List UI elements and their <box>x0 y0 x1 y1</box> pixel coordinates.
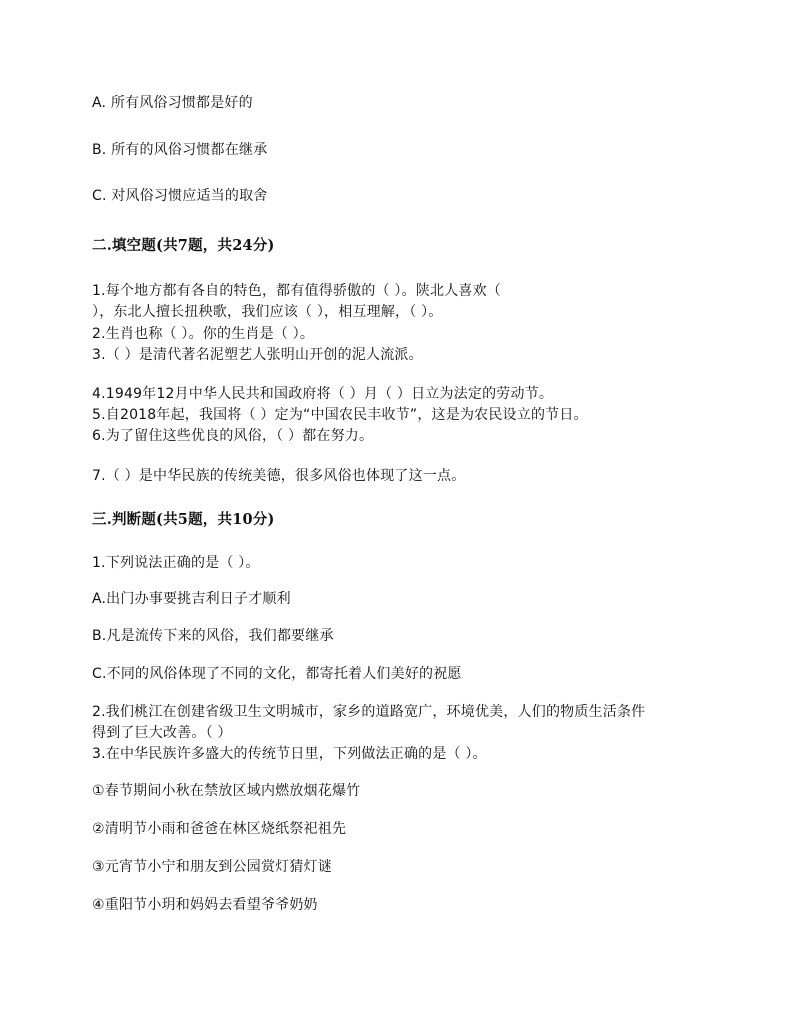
question-line: 1.下列说法正确的是（ ）。 <box>92 555 260 571</box>
option-a: A. 所有风俗习惯都是好的 <box>92 95 253 111</box>
question-line: 2.我们桃江在创建省级卫生文明城市，家乡的道路宽广，环境优美，人们的物质生活条件 <box>92 704 646 720</box>
choice-line: ②清明节小雨和爸爸在林区烧纸祭祀祖先 <box>92 821 347 837</box>
choice-line: ③元宵节小宁和朋友到公园赏灯猜灯谜 <box>92 859 332 875</box>
question-line: 2.生肖也称（ ）。你的生肖是（ ）。 <box>92 326 315 342</box>
option-c: C. 对风俗习惯应适当的取舍 <box>92 188 268 204</box>
choice-line: B.凡是流传下来的风俗，我们都要继承 <box>92 628 334 644</box>
question-line: 得到了巨大改善。（ ） <box>92 725 232 741</box>
choice-line: C.不同的风俗体现了不同的文化，都寄托着人们美好的祝愿 <box>92 666 462 682</box>
choice-line: A.出门办事要挑吉利日子才顺利 <box>92 591 291 607</box>
section-heading-fill-blank: 二.填空题(共7题，共24分) <box>92 237 275 254</box>
question-line: 5.自2018年起，我国将（ ）定为“中国农民丰收节”，这是为农民设立的节日。 <box>92 407 588 423</box>
question-line: 7.（ ）是中华民族的传统美德，很多风俗也体现了这一点。 <box>92 468 466 484</box>
question-line: ），东北人擅长扭秧歌，我们应该（ ），相互理解，（ ）。 <box>92 304 443 320</box>
question-line: 3.（ ）是清代著名泥塑艺人张明山开创的泥人流派。 <box>92 347 423 363</box>
option-b: B. 所有的风俗习惯都在继承 <box>92 142 268 158</box>
question-line: 4.1949年12月中华人民共和国政府将（ ）月（ ）日立为法定的劳动节。 <box>92 386 554 402</box>
question-line: 3.在中华民族许多盛大的传统节日里，下列做法正确的是（ ）。 <box>92 746 487 762</box>
choice-line: ①春节期间小秋在禁放区域内燃放烟花爆竹 <box>92 783 361 799</box>
question-line: 1.每个地方都有各自的特色，都有值得骄傲的（ ）。陕北人喜欢（ <box>92 283 502 299</box>
section-heading-true-false: 三.判断题(共5题，共10分) <box>92 511 275 528</box>
choice-line: ④重阳节小玥和妈妈去看望爷爷奶奶 <box>92 897 318 913</box>
question-line: 6.为了留住这些优良的风俗，（ ）都在努力。 <box>92 428 374 444</box>
